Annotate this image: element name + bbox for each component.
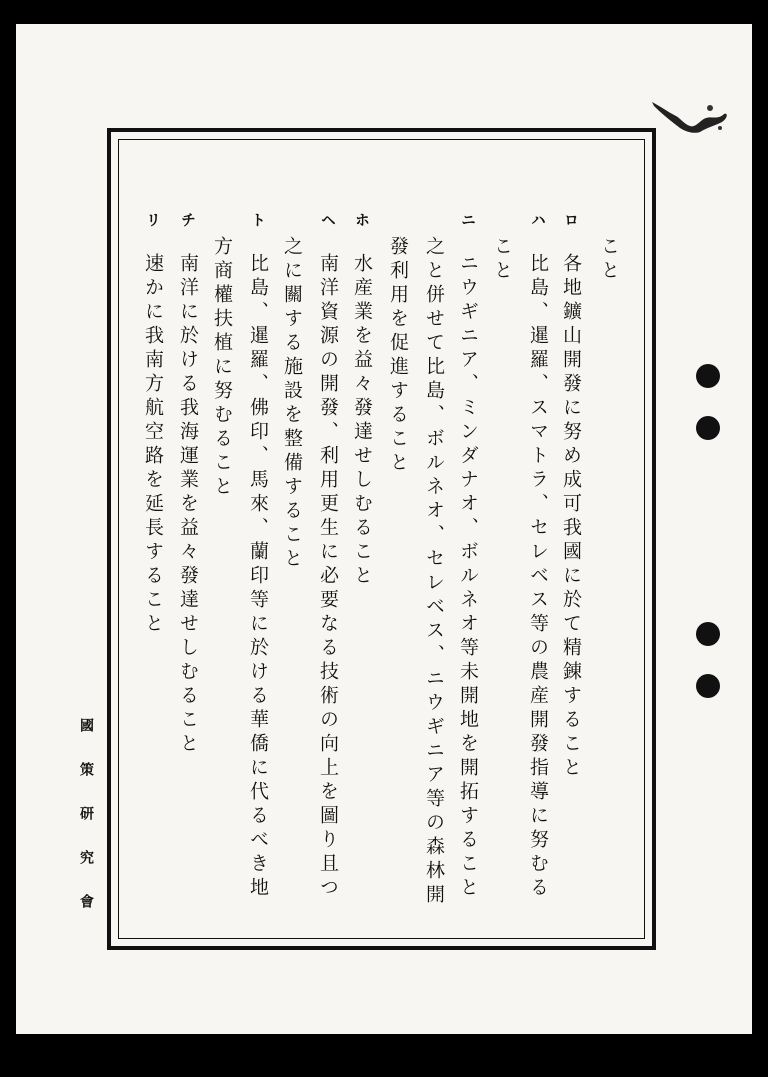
item-marker: リ: [144, 212, 162, 227]
item-marker: ハ: [529, 212, 547, 227]
text-column: 發利用を促進すること: [387, 236, 409, 476]
item-marker: ホ: [353, 212, 371, 227]
item-marker: ヘ: [319, 212, 337, 227]
organization-name: 國策研究會: [78, 718, 94, 938]
text-column: 方商權扶植に努むること: [211, 236, 233, 500]
text-column: ニウギニア、ミンダナオ、ボルネオ等未開地を開拓すること: [457, 253, 479, 901]
text-column: 水産業を益々發達せしむること: [351, 253, 373, 589]
text-column: 之と併せて比島、ボルネオ、セレベス、ニウギニア等の森林開: [423, 236, 445, 908]
text-column: こと: [598, 236, 620, 284]
item-marker: ニ: [459, 212, 477, 227]
text-column: 各地鑛山開發に努め成可我國に於て精錬すること: [560, 253, 582, 781]
text-column: 之に關する施設を整備すること: [281, 236, 303, 572]
item-marker: ロ: [562, 212, 580, 227]
text-column: 比島、暹羅、佛印、馬來、蘭印等に於ける華僑に代るべき地: [247, 253, 269, 901]
text-column: 比島、暹羅、スマトラ、セレベス等の農産開發指導に努むる: [527, 253, 549, 901]
binder-hole: [696, 622, 720, 646]
item-marker: チ: [179, 212, 197, 227]
binder-hole: [696, 416, 720, 440]
ink-smudge: [650, 98, 730, 136]
text-column: こと: [491, 236, 513, 284]
text-column: 南洋資源の開發、利用更生に必要なる技術の向上を圖り且つ: [317, 253, 339, 901]
item-marker: ト: [249, 212, 267, 227]
text-column: 南洋に於ける我海運業を益々發達せしむること: [177, 253, 199, 757]
binder-hole: [696, 674, 720, 698]
binder-hole: [696, 364, 720, 388]
text-column: 速かに我南方航空路を延長すること: [142, 253, 164, 637]
